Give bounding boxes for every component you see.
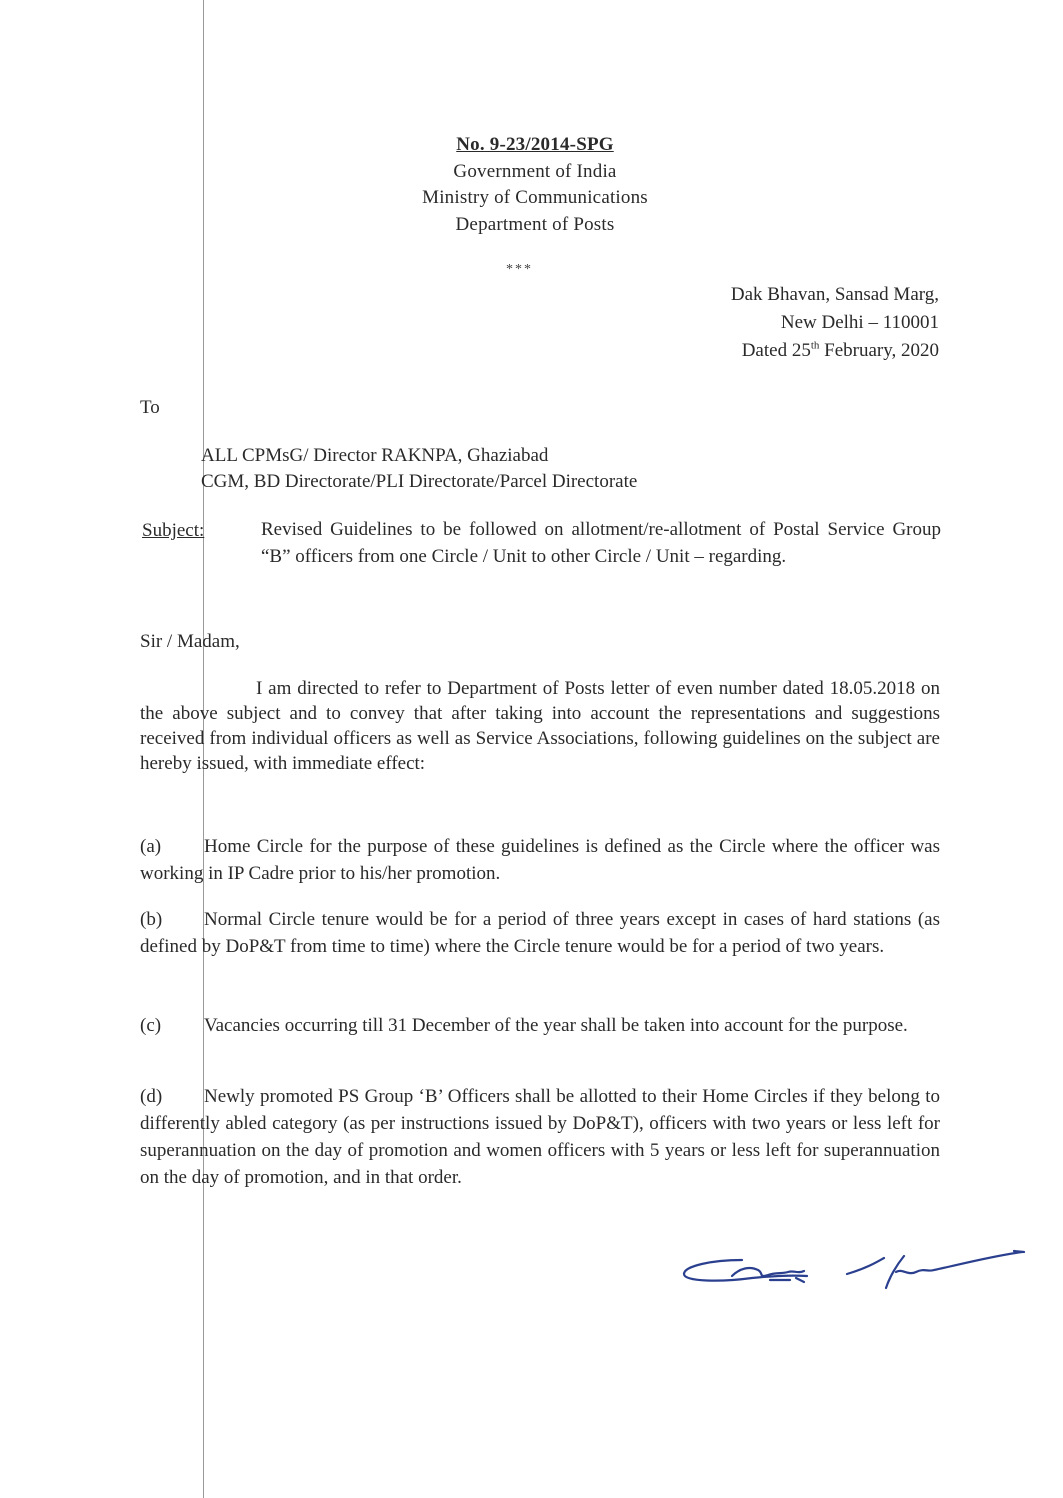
recipient-line: CGM, BD Directorate/PLI Directorate/Parcel Directorate <box>201 471 638 492</box>
separator: *** <box>506 262 533 277</box>
signature <box>672 1238 1028 1308</box>
to-label: To <box>140 397 160 418</box>
guideline-item <box>140 906 940 960</box>
subject-text: Revised Guidelines to be followed on allotment/re-allotment of Postal Service Group “B” officers from one Circle / Unit to other Circle / Unit – regarding. <box>261 519 941 567</box>
item-text: Vacancies occurring till 31 December of the year shall be taken into account for the purpose. <box>204 1015 908 1036</box>
government-name: Government of India <box>453 161 617 182</box>
date-prefix: Dated 25 <box>741 340 811 361</box>
guideline-item <box>140 1012 940 1039</box>
department-name: Department of Posts <box>455 214 615 235</box>
address-line-1: Dak Bhavan, Sansad Marg, <box>730 284 939 305</box>
item-text: Normal Circle tenure would be for a period of three years except in cases of hard stations (as defined by DoP&T from time to time) where the Circle tenure would be for a period of two years. <box>140 909 940 957</box>
subject-label: Subject: <box>142 520 205 541</box>
item-label: (d) <box>140 1086 163 1107</box>
guideline-item <box>140 1083 940 1191</box>
intro-text: I am directed to refer to Department of Posts letter of even number dated 18.05.2018 on the above subject and to convey that after taking into account the representations and suggestions received from individual officers as well as Service Associations, following guidelines on the subject are hereby issued, with immediate effect: <box>140 678 940 774</box>
intro-paragraph <box>140 676 940 776</box>
guideline-item <box>140 833 940 887</box>
file-number: No. 9-23/2014-SPG <box>456 134 614 155</box>
item-label: (b) <box>140 909 163 930</box>
salutation: Sir / Madam, <box>140 631 240 652</box>
address-line-2: New Delhi – 110001 <box>780 312 939 333</box>
letter-date <box>742 340 939 362</box>
ministry-name: Ministry of Communications <box>422 187 648 208</box>
item-text: Newly promoted PS Group ‘B’ Officers shall be allotted to their Home Circles if they belong to differently abled category (as per instructions issued by DoP&T), officers with two years or less left for superannuation on the day of promotion and women officers with 5 years or less left for superannuation on the day of promotion, and in that order. <box>140 1086 940 1188</box>
item-label: (a) <box>140 836 162 857</box>
date-suffix: February, 2020 <box>819 340 939 361</box>
date-superscript: th <box>810 339 820 352</box>
recipient-line: ALL CPMsG/ Director RAKNPA, Ghaziabad <box>201 445 549 466</box>
item-text: Home Circle for the purpose of these guidelines is defined as the Circle where the officer was working in IP Cadre prior to his/her promotion. <box>140 836 940 884</box>
item-label: (c) <box>140 1015 162 1036</box>
